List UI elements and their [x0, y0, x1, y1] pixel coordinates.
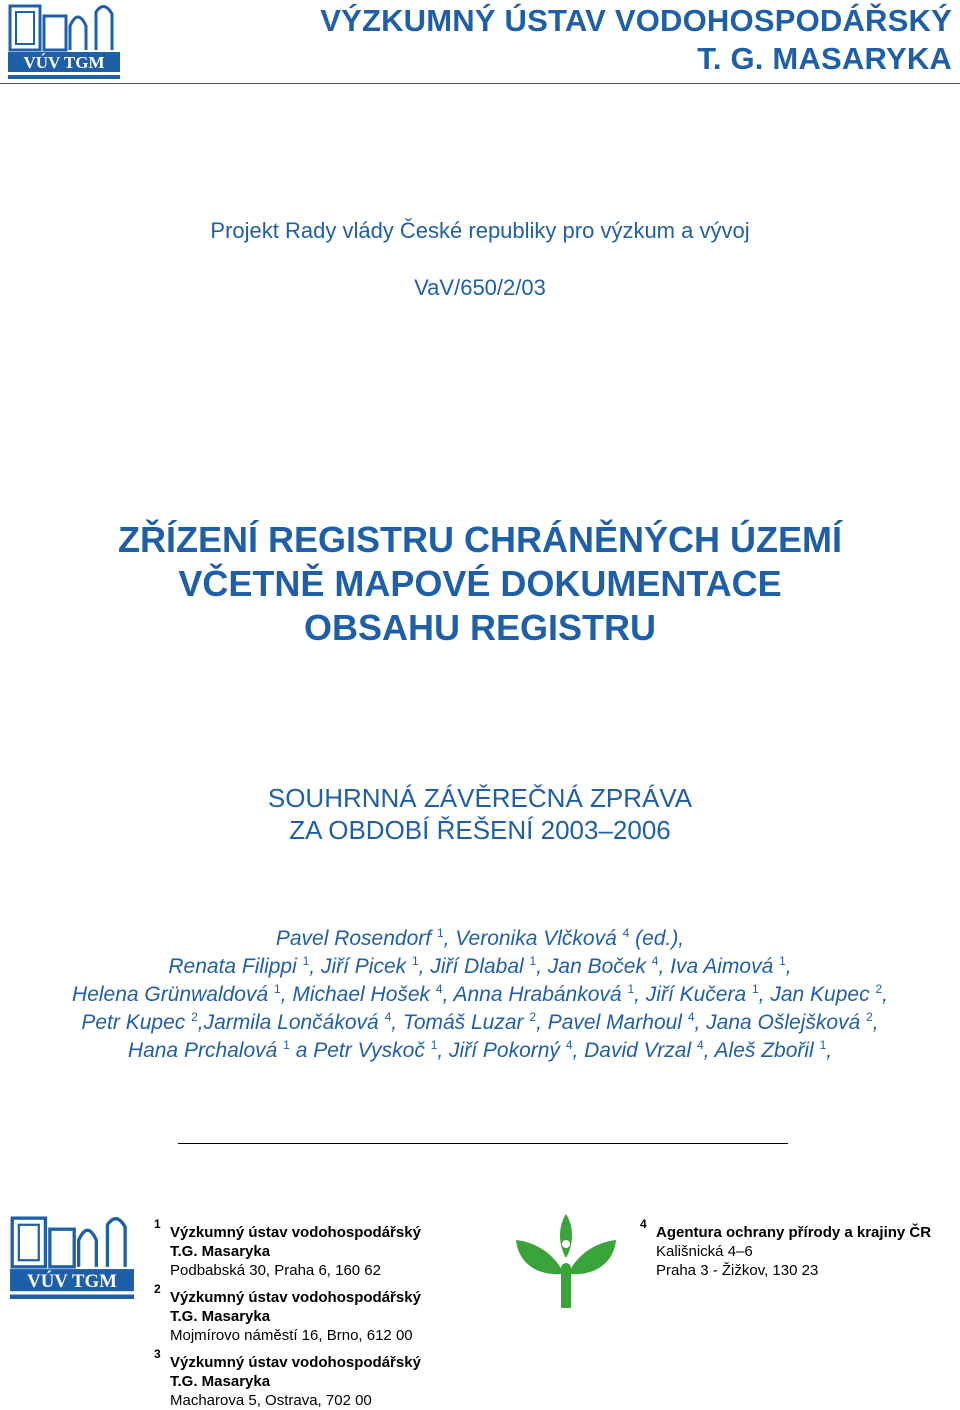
institute-title-line1: VÝZKUMNÝ ÚSTAV VODOHOSPODÁŘSKÝ — [320, 3, 952, 38]
affiliation-2-name-line2: T.G. Masaryka — [170, 1308, 271, 1325]
author-name: Helena Grünwaldová — [72, 983, 274, 1006]
author-name: , Jana Ošlejšková — [694, 1011, 867, 1034]
affiliation-marker: 4 — [651, 954, 659, 968]
affiliation-2-number: 2 — [154, 1282, 161, 1296]
affiliation-marker: 1 — [779, 954, 786, 968]
main-title — [0, 518, 960, 650]
author-name: , — [826, 1039, 833, 1062]
author-name: , Tomáš Luzar — [391, 1011, 530, 1034]
affiliation-marker: 2 — [191, 1010, 198, 1024]
author-line — [0, 1037, 960, 1065]
affiliation-1-name-line2: T.G. Masaryka — [170, 1243, 271, 1260]
affiliation-4-number: 4 — [640, 1217, 647, 1231]
affiliation-marker: 4 — [435, 982, 443, 996]
affiliation-3-name-line1: Výzkumný ústav vodohospodářský — [170, 1354, 421, 1371]
aopk-plant-logo — [512, 1212, 620, 1308]
author-name: , Iva Aimová — [658, 955, 780, 978]
author-name: , Jan Kupec — [758, 983, 876, 1006]
institute-title-line2: T. G. MASARYKA — [697, 41, 952, 76]
vuv-tgm-logo — [8, 2, 120, 82]
affiliation-marker: 4 — [687, 1010, 695, 1024]
affiliation-marker: 1 — [273, 982, 281, 996]
affiliation-3-address: Macharova 5, Ostrava, 702 00 — [170, 1392, 372, 1409]
author-name: , — [872, 1011, 879, 1034]
project-number: VaV/650/2/03 — [414, 275, 546, 300]
main-title-line3: OBSAHU REGISTRU — [303, 607, 657, 648]
affiliation-3-name-line2: T.G. Masaryka — [170, 1373, 271, 1390]
affiliation-1-address: Podbabská 30, Praha 6, 160 62 — [170, 1262, 381, 1279]
affiliation-4-address-line2: Praha 3 - Žižkov, 130 23 — [656, 1262, 819, 1279]
main-title-line2: VČETNĚ MAPOVÉ DOKUMENTACE — [178, 563, 782, 604]
affiliation-1-number: 1 — [154, 1217, 161, 1231]
author-line — [0, 953, 960, 981]
affiliation-marker: 4 — [565, 1038, 573, 1052]
project-line: Projekt Rady vlády České republiky pro výzkum a vývoj — [210, 218, 750, 243]
author-name: , — [785, 955, 792, 978]
author-name: , Veronika Vlčková — [443, 927, 623, 950]
author-name: , Jiří Dlabal — [418, 955, 530, 978]
main-title-line1: ZŘÍZENÍ REGISTRU CHRÁNĚNÝCH ÚZEMÍ — [117, 519, 842, 560]
affiliation-2-address: Mojmírovo náměstí 16, Brno, 612 00 — [170, 1327, 413, 1344]
affiliation-marker: 2 — [529, 1010, 537, 1024]
author-name: , Michael Hošek — [280, 983, 436, 1006]
affiliation-marker: 4 — [384, 1010, 392, 1024]
affiliation-marker: 2 — [875, 982, 883, 996]
author-name: , Pavel Marhoul — [536, 1011, 688, 1034]
affiliation-marker: 1 — [430, 1038, 438, 1052]
author-name: , Anna Hrabánková — [442, 983, 628, 1006]
author-name: Pavel Rosendorf — [275, 927, 437, 950]
affiliation-4-address-line1: Kališnická 4–6 — [656, 1243, 753, 1260]
affiliation-marker: 1 — [752, 982, 759, 996]
author-name: a Petr Vyskoč — [289, 1039, 431, 1062]
affiliation-3-number: 3 — [154, 1347, 161, 1361]
affiliation-marker: 1 — [411, 954, 419, 968]
affiliation-marker: 1 — [627, 982, 635, 996]
header-divider — [0, 83, 960, 84]
author-name: , — [882, 983, 888, 1006]
author-name: Renata Filippi — [168, 955, 303, 978]
affiliation-1-name-line1: Výzkumný ústav vodohospodářský — [170, 1224, 421, 1241]
affiliation-2 — [154, 1282, 421, 1345]
author-name: , Jan Boček — [536, 955, 652, 978]
affiliation-marker: 1 — [819, 1038, 827, 1052]
affiliation-marker: 4 — [622, 926, 630, 940]
author-name: (ed.), — [629, 927, 685, 950]
affiliation-marker: 4 — [696, 1038, 704, 1052]
author-name: , Jiří Picek — [309, 955, 412, 978]
author-name: , Jiří Kučera — [634, 983, 752, 1006]
affiliation-2-name-line1: Výzkumný ústav vodohospodářský — [170, 1289, 421, 1306]
footer-logo-text: VÚV TGM — [27, 1270, 117, 1292]
affiliation-marker: 1 — [283, 1038, 290, 1052]
affiliation-4-name: Agentura ochrany přírody a krajiny ČR — [656, 1224, 932, 1241]
vuv-tgm-footer-logo — [10, 1212, 134, 1304]
report-subtitle — [0, 782, 960, 846]
affiliation-3 — [154, 1347, 421, 1410]
author-name: , Jiří Pokorný — [437, 1039, 566, 1062]
institute-title — [320, 2, 952, 78]
author-list — [0, 925, 960, 1065]
affiliation-marker: 2 — [866, 1010, 873, 1024]
footnote-separator — [178, 1143, 788, 1144]
logo-text: VÚV TGM — [23, 53, 105, 72]
author-line — [0, 981, 960, 1009]
author-line — [0, 925, 960, 953]
author-line — [0, 1009, 960, 1037]
affiliation-1 — [154, 1217, 421, 1280]
affiliation-marker: 1 — [529, 954, 537, 968]
author-name: , Aleš Zbořil — [703, 1039, 820, 1062]
report-subtitle-line2: ZA OBDOBÍ ŘEŠENÍ 2003–2006 — [289, 815, 671, 845]
author-name: Hana Prchalová — [127, 1039, 284, 1062]
author-name: ,Jarmila Lončáková — [197, 1011, 385, 1034]
affiliation-marker: 1 — [436, 926, 444, 940]
affiliation-4 — [640, 1217, 932, 1280]
author-name: Petr Kupec — [81, 1011, 192, 1034]
author-name: , David Vrzal — [572, 1039, 697, 1062]
report-subtitle-line1: SOUHRNNÁ ZÁVĚREČNÁ ZPRÁVA — [267, 783, 693, 813]
affiliation-marker: 1 — [302, 954, 310, 968]
